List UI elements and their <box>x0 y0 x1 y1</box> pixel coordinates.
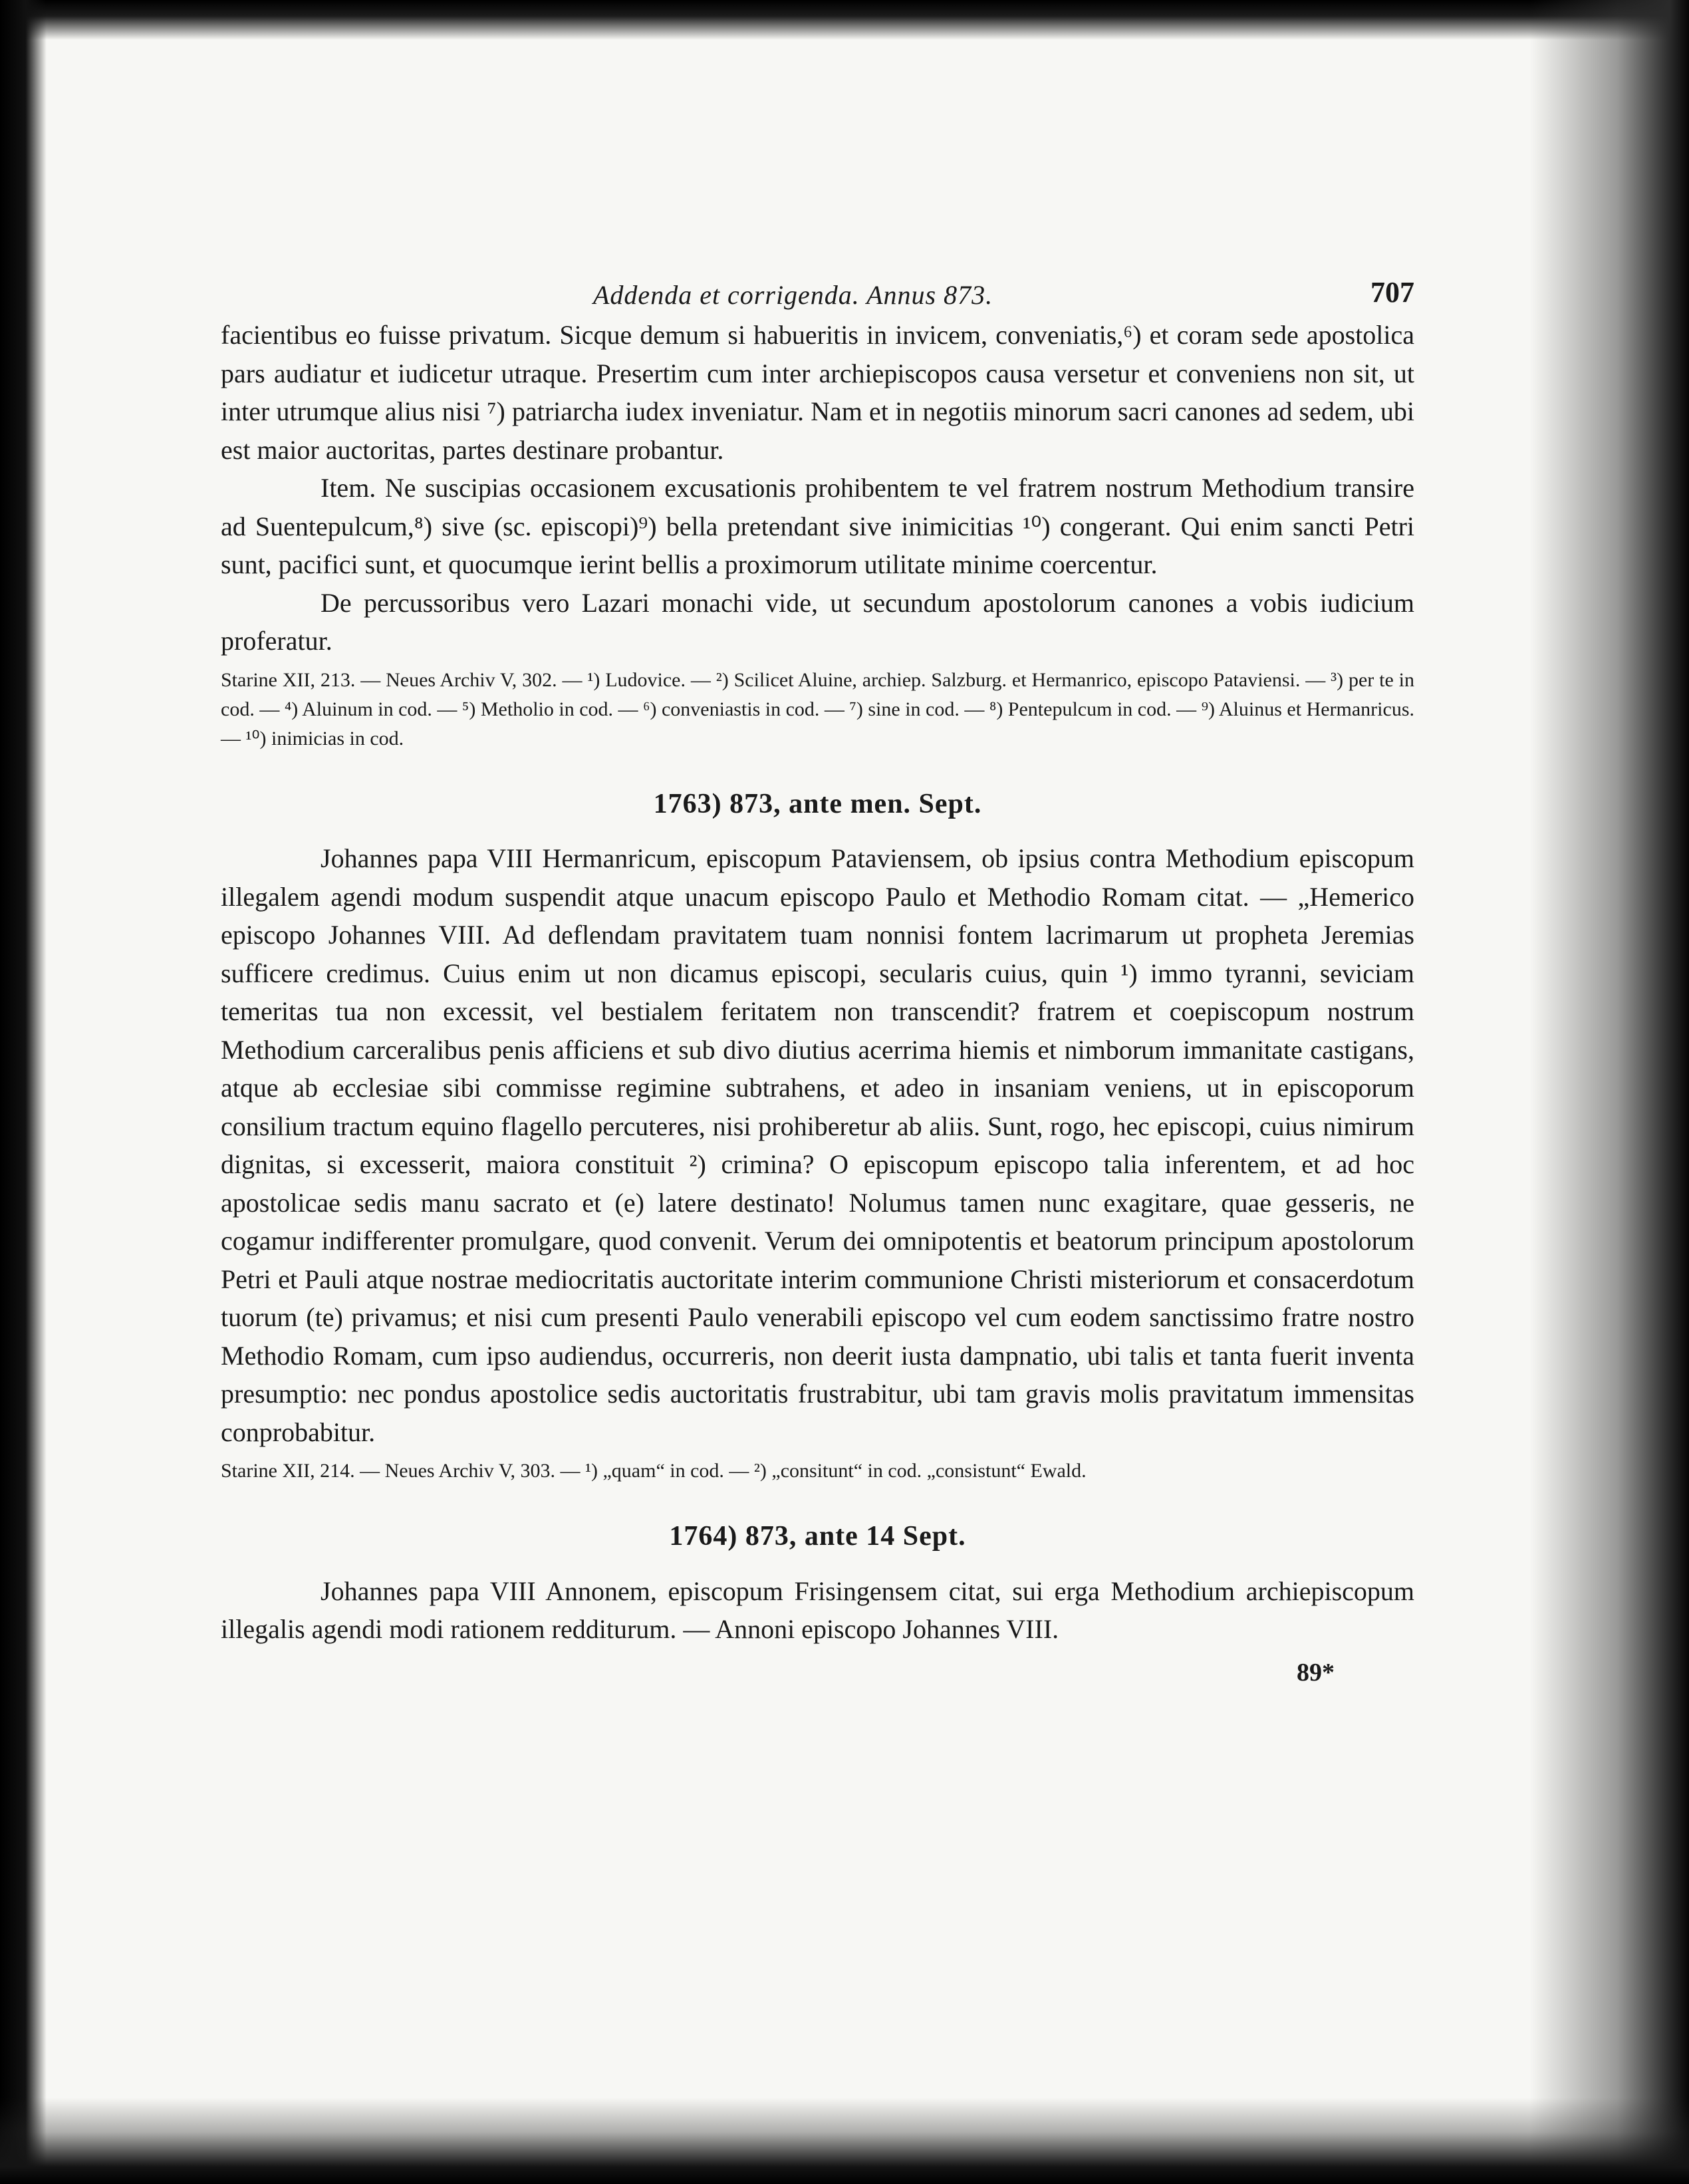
footnote-1763: Starine XII, 214. — Neues Archiv V, 303. — ¹) „quam“ in cod. — ²) „consitunt“ in cod. „consistunt“ Ewald. <box>221 1460 1087 1482</box>
footnote-prev: Starine XII, 213. — Neues Archiv V, 302. — ¹) Ludovice. — ²) Scilicet Aluine, archiep. Salzburg. et Hermanrico, episcopo Pataviensi. — ³) per te in cod. — ⁴) Aluinum in cod. — ⁵) Metholio in cod. — ⁶) conveniastis in cod. — ⁷) sine in cod. — ⁸) Pentepulcum in cod. — ⁹) Aluinus et Hermanricus. — ¹⁰) inimicias in cod. <box>221 668 1414 750</box>
scan-edge-right <box>1529 0 1689 2184</box>
text-block <box>221 263 1414 1692</box>
heading-1764: 1764) 873, ante 14 Sept. <box>669 1521 966 1552</box>
page-number: 707 <box>1370 276 1414 309</box>
heading-1763: 1763) 873, ante men. Sept. <box>653 788 982 819</box>
paragraph-1764: Johannes papa VIII Annonem, episcopum Frisingensem citat, sui erga Methodium archiepiscopum illegalis agendi modi rationem redditurum. — Annoni episcopo Johannes VIII. <box>221 1575 1414 1644</box>
running-title: Addenda et corrigenda. Annus 873. <box>593 280 993 310</box>
paragraph-item: Item. Ne suscipias occasionem excusationis prohibentem te vel fratrem nostrum Methodium transire ad Suentepulcum,⁸) sive (sc. episcopi)⁹) bella pretendant sive inimicitias ¹⁰) congerant. Qui enim sancti Petri sunt, pacifici sunt, et quocumque ierint bellis a proximorum utilitate minime coercentur. <box>221 473 1414 579</box>
scan-edge-left <box>0 0 47 2184</box>
signature-mark: 89* <box>1297 1658 1335 1687</box>
running-head <box>221 263 1414 316</box>
paragraph-continued: facientibus eo fuisse privatum. Sicque demum si habueritis in invicem, conveniatis,⁶) et coram sede apostolica pars audiatur et iudicetur utraque. Presertim cum inter archiepiscopos causa versetur et conveniens non sit, ut inter utrumque alius nisi ⁷) patriarcha iudex inveniatur. Nam et in negotiis minorum sacri canones ad sedem, ubi est maior auctoritas, partes destinare probantur. <box>221 320 1414 465</box>
paragraph-1763: Johannes papa VIII Hermanricum, episcopum Pataviensem, ob ipsius contra Methodium episcopum illegalem agendi modum suspendit atque unacum episcopo Paulo et Methodio Romam citat. — „Hemerico episcopo Johannes VIII. Ad deflendam pravitatem tuam nonnisi fontem lacrimarum ut propheta Jeremias sufficere credimus. Cuius enim ut non dicamus episcopi, secularis cuius, quin ¹) immo tyranni, seviciam temeritas tua non excessit, vel bestialem feritatem non transcendit? fratrem et coepiscopum nostrum Methodium carceralibus penis afficiens et sub divo diutius acerrima hiemis et nimborum immanitate castigans, atque ab ecclesiae sibi commisse regimine subtrahens, et adeo in insaniam veniens, ut in episcoporum consilium tractum equino flagello percuteres, nisi prohiberetur ab aliis. Sunt, rogo, hec episcopi, cuius nimirum dignitas, si excesserit, maiora constituit ²) crimina? O episcopum episcopo talia inferentem, et ad hoc apostolicae sedis manu sacrato et (e) latere destinato! Nolumus tamen nunc exagitare, quae gesseris, ne cogamur indifferenter promulgare, quod convenit. Verum dei omnipotentis et beatorum principum apostolorum Petri et Pauli atque nostrae mediocritatis auctoritate interim communione Christi misteriorum et consacerdotum tuorum (te) privamus; et nisi cum presenti Paulo venerabili episcopo vel cum eodem sanctissimo fratre nostro Methodio Romam, cum ipso audiendus, occurreris, non deerit iusta dampnatio, ubi talis et tanta fuerit inventa presumptio: nec pondus apostolice sedis auctoritatis frustrabitur, ubi tam gravis molis pravitatum immensitas conprobabitur. <box>221 843 1414 1447</box>
paragraph-percussoribus: De percussoribus vero Lazari monachi vide, ut secundum apostolorum canones a vobis iudicium proferatur. <box>221 587 1414 656</box>
scan-edge-bottom <box>0 2098 1689 2184</box>
scan-edge-top <box>0 0 1689 40</box>
